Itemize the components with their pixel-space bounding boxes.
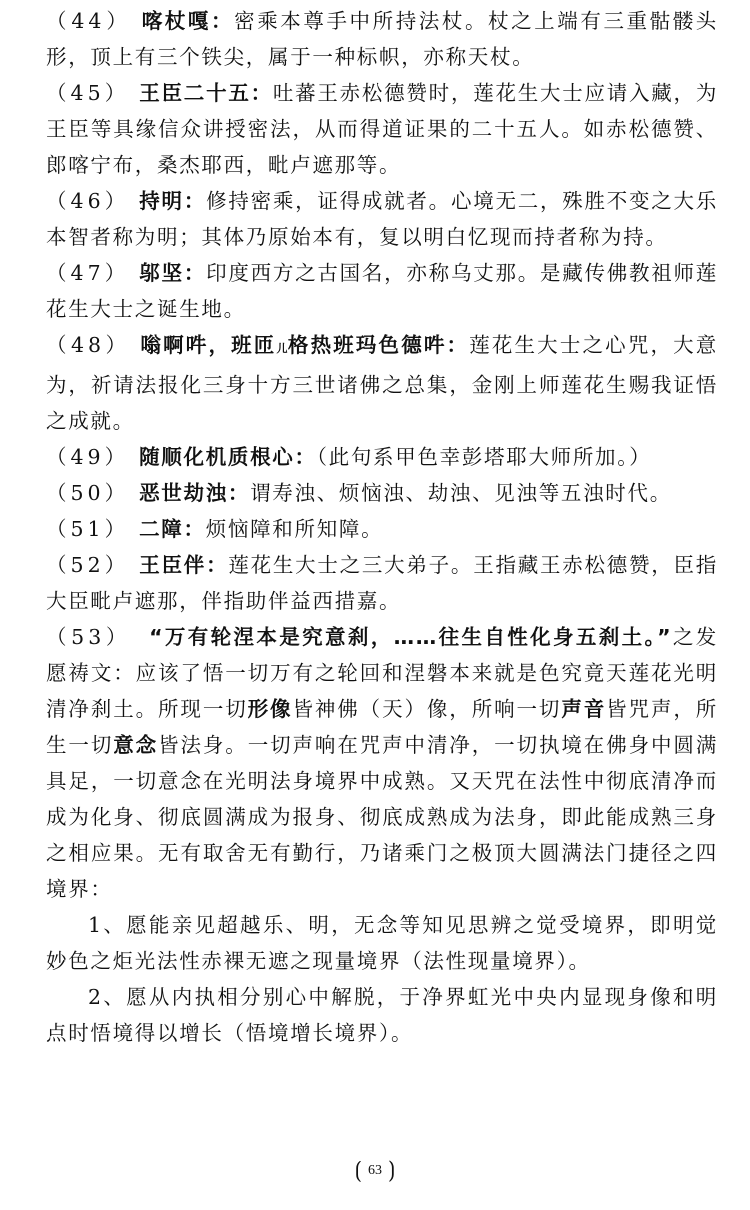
entry-definition: 烦恼障和所知障。 xyxy=(205,517,384,541)
glossary-entry-49: （49） 随顺化机质根心：（此句系甲色幸彭塔耶大师所加。） xyxy=(46,445,652,469)
entry-definition-part: 皆法身。一切声响在咒声中清净，一切执境在佛身中圆满具足，一切意念在光明法身境界中成熟。又天咒在法性中彻底清净而成为化身、彻底圆满成为报身、彻底成熟成为法身，即此能成熟三身之相应果。无有取舍无有勤行，乃诸乘门之极顶大圆满法门捷径之四境界： xyxy=(46,733,719,901)
entry-definition-part: 之发愿祷文：应该了悟一切万有之轮回和涅磐本来就是色究竟天莲花光明清净刹土。所现一切 xyxy=(46,625,718,721)
entry-definition: （此句系甲色幸彭塔耶大师所加。） xyxy=(316,445,652,469)
right-ornament-icon: ⟯ xyxy=(388,1157,396,1182)
list-item: 2、愿从内执相分别心中解脱，于净界虹光中央内显现身像和明点时悟境得以增长（悟境增长境界）。 xyxy=(46,985,718,1045)
entry-quoted-verse: “万有轮涅本是究意刹，……往生自性化身五刹土。” xyxy=(149,625,673,649)
entry-term: 王臣伴 xyxy=(139,553,207,577)
entry-term: 随顺化机质根心 xyxy=(139,445,295,469)
left-ornament-icon: ⟮ xyxy=(354,1157,362,1182)
entry-term: 嗡啊吽，班匝 xyxy=(140,333,277,357)
entry-term: 恶世劫浊 xyxy=(139,481,228,505)
glossary-entry-50: （50） 恶世劫浊：谓寿浊、烦恼浊、劫浊、见浊等五浊时代。 xyxy=(46,481,672,505)
entry-term: 持明 xyxy=(139,189,184,213)
entry-number: （47） xyxy=(46,261,130,285)
entry-definition-part: 皆神佛（天）像，所响一切 xyxy=(292,697,562,721)
page-number: 63 xyxy=(368,1163,382,1178)
entry-definition: 莲花生大士之三大弟子。王指藏王赤松德赞，臣指大臣毗卢遮那，伴指助伴益西措嘉。 xyxy=(46,553,718,613)
entry-number: （53） xyxy=(46,625,132,649)
entry-term: 邬坚 xyxy=(139,261,184,285)
page-footer xyxy=(0,1157,750,1183)
emphasis-form: 形像 xyxy=(247,697,293,721)
entry-definition: 修持密乘，证得成就者。心境无二，殊胜不变之大乐本智者称为明；其体乃原始本有，复以明白忆现而持者称为持。 xyxy=(46,189,719,249)
glossary-entry-51: （51） 二障：烦恼障和所知障。 xyxy=(46,517,384,541)
glossary-entry-47: （47） 邬坚：印度西方之古国名，亦称乌丈那。是藏传佛教祖师莲花生大士之诞生地。 xyxy=(46,261,719,321)
entry-term: 喀杖嘎 xyxy=(141,9,212,33)
entry-number: （45） xyxy=(46,81,130,105)
entry-number: （51） xyxy=(46,517,130,541)
entry-definition: 密乘本尊手中所持法杖。杖之上端有三重骷髅头形，顶上有三个铁尖，属于一种标帜，亦称天杖。 xyxy=(46,9,719,69)
entry-definition: 莲花生大士之心咒，大意为，祈请法报化三身十方三世诸佛之总集，金刚上师莲花生赐我证悟之成就。 xyxy=(46,333,719,433)
entry-term: 王臣二十五 xyxy=(139,81,251,105)
emphasis-thought: 意念 xyxy=(113,733,159,757)
entry-definition: 吐蕃王赤松德赞时，莲花生大士应请入藏，为王臣等具缘信众讲授密法，从而得道证果的二十五人。如赤松德赞、郎喀宁布，桑杰耶西，毗卢遮那等。 xyxy=(46,81,719,177)
list-item: 1、愿能亲见超越乐、明，无念等知见思辨之觉受境界，即明觉妙色之炬光法性赤裸无遮之现量境界（法性现量境界）。 xyxy=(46,913,718,973)
entry-number: （52） xyxy=(46,553,130,577)
entry-number: （46） xyxy=(46,189,130,213)
glossary-entry-45: （45） 王臣二十五：吐蕃王赤松德赞时，莲花生大士应请入藏，为王臣等具缘信众讲授密法，从而得道证果的二十五人。如赤松德赞、郎喀宁布，桑杰耶西，毗卢遮那等。 xyxy=(46,81,719,177)
glossary-entry-48: （48） 嗡啊吽，班匝儿格热班玛色德吽：莲花生大士之心咒，大意为，祈请法报化三身十方三世诸佛之总集，金刚上师莲花生赐我证悟之成就。 xyxy=(46,333,719,433)
entry-definition: 印度西方之古国名，亦称乌丈那。是藏传佛教祖师莲花生大士之诞生地。 xyxy=(46,261,719,321)
glossary-entry-46: （46） 持明：修持密乘，证得成就者。心境无二，殊胜不变之大乐本智者称为明；其体乃原始本有，复以明白忆现而持者称为持。 xyxy=(46,189,719,249)
entry-term-small-char: 儿 xyxy=(276,342,288,355)
entry-term-continued: 格热班玛色德吽 xyxy=(287,333,447,357)
glossary-entry-44: （44） 喀杖嘎：密乘本尊手中所持法杖。杖之上端有三重骷髅头形，顶上有三个铁尖，属于一种标帜，亦称天杖。 xyxy=(46,9,719,69)
entry-number: （50） xyxy=(46,481,130,505)
emphasis-sound: 声音 xyxy=(561,697,607,721)
entry-number: （44） xyxy=(46,9,132,33)
document-page xyxy=(46,3,718,1051)
entry-definition: 谓寿浊、烦恼浊、劫浊、见浊等五浊时代。 xyxy=(250,481,672,505)
entry-term: 二障 xyxy=(139,517,184,541)
entry-number: （49） xyxy=(46,445,130,469)
entry-definition-part: 皆咒声，所生一切 xyxy=(46,697,718,757)
glossary-entry-53 xyxy=(46,619,718,907)
glossary-entry-52: （52） 王臣伴：莲花生大士之三大弟子。王指藏王赤松德赞，臣指大臣毗卢遮那，伴指助伴益西措嘉。 xyxy=(46,553,718,613)
entry-number: （48） xyxy=(46,333,131,357)
